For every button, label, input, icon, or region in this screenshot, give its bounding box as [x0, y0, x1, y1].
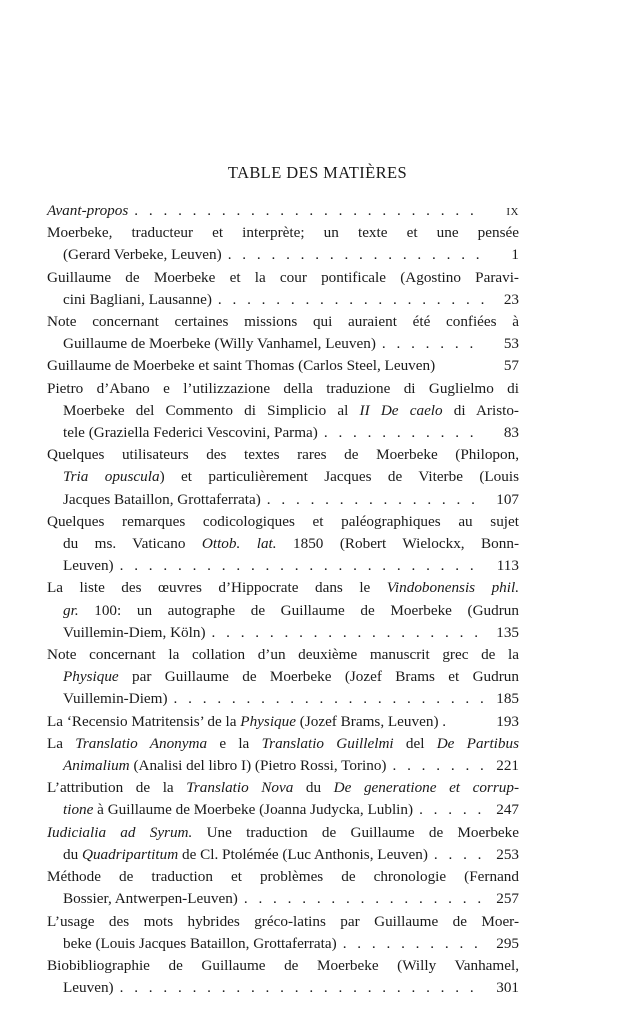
toc-line — [47, 733, 519, 755]
text-segment: Moerbeke del Commento di Simplicio al — [63, 401, 360, 419]
toc-entry — [47, 711, 519, 733]
text-segment: (Jozef Brams, Leuven) . — [295, 712, 447, 730]
page-number: 185 — [496, 690, 519, 708]
toc-line-text — [47, 735, 519, 752]
text-segment: Note concernant la collation d’un deuxième manuscrit grec de la — [47, 646, 519, 664]
text-segment: L’attribution de la — [47, 779, 187, 797]
toc-entry — [47, 866, 519, 910]
toc-line — [47, 378, 519, 400]
dot-leader — [318, 422, 485, 444]
text-segment: L’usage des mots hybrides gréco-latins par Guillaume de Moer- — [47, 912, 519, 930]
toc-line — [47, 422, 519, 444]
toc-line-text — [47, 224, 519, 241]
toc-line — [47, 444, 519, 466]
toc-line-text — [47, 957, 519, 974]
toc-line-text — [47, 446, 519, 463]
toc-line — [47, 577, 519, 599]
text-segment: De generatione et corrup- — [333, 779, 519, 797]
toc-entry — [47, 911, 519, 955]
toc-line-text — [47, 269, 519, 286]
toc-line — [47, 244, 519, 266]
toc-entry — [47, 733, 519, 777]
toc-entry — [47, 577, 519, 644]
text-segment: du — [63, 845, 82, 863]
toc-line — [47, 333, 519, 355]
toc-entry — [47, 777, 519, 821]
text-segment: du ms. Vaticano — [63, 535, 202, 553]
text-segment: cini Bagliani, Lausanne) — [63, 290, 212, 308]
dot-leader — [206, 622, 485, 644]
text-segment: Note concernant certaines missions qui auraient été confiées à — [47, 313, 519, 331]
text-segment: e la — [207, 734, 262, 752]
toc-line — [47, 911, 519, 933]
dot-leader — [413, 799, 485, 821]
dot-leader — [168, 688, 485, 710]
text-segment: Moerbeke, traducteur et interprète; un texte et une pensée — [47, 224, 519, 242]
toc-line-text — [47, 824, 519, 841]
text-segment: La ‘Recensio Matritensis’ de la — [47, 712, 241, 730]
text-segment: Tria opuscula — [63, 468, 160, 486]
text-segment: Leuven) — [63, 979, 114, 997]
toc-line — [47, 311, 519, 333]
page-number: 221 — [496, 757, 519, 775]
toc-line — [47, 977, 519, 999]
toc-line — [47, 489, 519, 511]
toc-line-text — [47, 913, 519, 930]
toc-line-text — [63, 668, 519, 685]
toc-line — [47, 688, 519, 710]
dot-leader — [376, 333, 485, 355]
toc-line — [47, 600, 519, 622]
toc-entry — [47, 311, 519, 355]
toc-line — [47, 933, 519, 955]
toc-line — [47, 200, 519, 222]
text-segment: Une traduction de Guillaume de Moerbeke — [192, 823, 519, 841]
toc-line-text — [63, 289, 212, 311]
toc-entry — [47, 822, 519, 866]
text-segment: Bossier, Antwerpen-Leuven) — [63, 890, 238, 908]
toc-line — [47, 555, 519, 577]
toc-line-text — [63, 977, 114, 999]
text-segment: Translatio Anonyma — [75, 734, 208, 752]
toc-line-text — [63, 622, 206, 644]
text-segment: Quelques utilisateurs des textes rares de Moerbeke (Philopon, — [47, 446, 519, 464]
dot-leader — [128, 200, 485, 222]
toc-line-text — [63, 422, 318, 444]
toc-line-text — [63, 933, 337, 955]
text-segment: Avant-propos — [47, 202, 129, 219]
dot-leader — [386, 755, 485, 777]
text-segment: Guillaume de Moerbeke et saint Thomas (Carlos Steel, Leuven) — [47, 357, 436, 375]
toc-line-text — [63, 555, 114, 577]
text-segment: 100: un autographe de Guillaume de Moerbeke (Gudrun — [78, 601, 519, 619]
toc-line — [47, 511, 519, 533]
toc-entry — [47, 267, 519, 311]
text-segment: Jacques Bataillon, Grottaferrata) — [63, 490, 261, 508]
toc-line — [47, 533, 519, 555]
page-number: 113 — [496, 557, 519, 575]
text-segment: Physique — [240, 712, 296, 730]
text-segment: Biobibliographie de Guillaume de Moerbeke (Willy Vanhamel, — [47, 956, 519, 974]
page-number: 83 — [503, 424, 519, 442]
toc-line — [47, 289, 519, 311]
toc-entry — [47, 444, 519, 511]
toc-line — [47, 888, 519, 910]
toc-line-text — [63, 755, 386, 777]
toc-line-text — [63, 799, 413, 821]
page-number: 53 — [503, 335, 519, 353]
toc-line — [47, 777, 519, 799]
toc-entry — [47, 378, 519, 445]
page-number: 247 — [496, 801, 519, 819]
toc-line-text — [47, 355, 435, 377]
text-segment: (Analisi del libro I) (Pietro Rossi, Torino) — [129, 757, 387, 775]
toc-line-text — [47, 868, 519, 885]
toc-line — [47, 622, 519, 644]
text-segment: La — [47, 734, 76, 752]
toc-line-text — [47, 579, 519, 596]
dot-leader — [212, 289, 485, 311]
toc-line-text — [63, 535, 519, 552]
toc-line-text — [63, 602, 519, 619]
page-number: 257 — [496, 890, 519, 908]
page-number: 57 — [503, 357, 519, 375]
toc-line — [47, 355, 519, 377]
toc-line — [47, 666, 519, 688]
toc-entry — [47, 511, 519, 578]
toc-line-text — [47, 200, 128, 222]
page-number: 301 — [496, 979, 519, 997]
dot-leader — [238, 888, 485, 910]
toc-line — [47, 400, 519, 422]
toc-line — [47, 466, 519, 488]
text-segment: Quadripartitum — [81, 845, 179, 863]
page-title: TABLE DES MATIÈRES — [227, 163, 408, 182]
toc-line-text — [63, 244, 222, 266]
text-segment: Guillaume de Moerbeke et la cour pontificale (Agostino Paravi- — [47, 268, 519, 286]
toc-line — [47, 799, 519, 821]
page-number: 107 — [496, 490, 519, 508]
toc-line-text — [47, 513, 519, 530]
text-segment: Quelques remarques codicologiques et paléographiques au sujet — [47, 512, 519, 530]
toc-line-text — [47, 313, 519, 330]
toc-entry — [47, 222, 519, 266]
toc-line — [47, 755, 519, 777]
text-segment: Animalium — [63, 757, 130, 775]
toc-line-text — [63, 402, 519, 419]
toc-line — [47, 711, 519, 733]
toc-entry — [47, 644, 519, 711]
text-segment: del — [393, 734, 437, 752]
page-number: 1 — [511, 246, 519, 264]
text-segment: Translatio Nova — [186, 779, 294, 797]
toc-line — [47, 822, 519, 844]
text-segment: de Cl. Ptolémée (Luc Anthonis, Leuven) — [178, 845, 428, 863]
toc-line-text — [63, 333, 376, 355]
toc-line — [47, 222, 519, 244]
page-number: 295 — [496, 934, 519, 952]
text-segment: beke (Louis Jacques Bataillon, Grottaferrata) — [63, 934, 337, 952]
text-segment: 1850 (Robert Wielockx, Bonn- — [276, 535, 519, 553]
text-segment: du — [293, 779, 334, 797]
text-segment: Translatio Guillelmi — [261, 734, 394, 752]
toc-line-text — [47, 779, 519, 796]
toc-line — [47, 844, 519, 866]
dot-leader — [114, 977, 485, 999]
text-segment: De Partibus — [436, 734, 519, 752]
text-segment: Méthode de traduction et problèmes de chronologie (Fernand — [47, 868, 519, 886]
dot-leader — [337, 933, 485, 955]
toc-line-text — [63, 489, 261, 511]
toc-line — [47, 267, 519, 289]
text-segment: di Aristo- — [442, 401, 519, 419]
text-segment: ) et particulièrement Jacques de Viterbe (Louis — [159, 468, 519, 486]
dot-leader — [114, 555, 485, 577]
page-number: ix — [506, 202, 519, 219]
text-segment: tele (Graziella Federici Vescovini, Parma) — [63, 424, 318, 442]
text-segment: Iudicialia ad Syrum. — [47, 823, 193, 841]
toc-entry — [47, 200, 519, 222]
toc-line — [47, 866, 519, 888]
toc-line-text — [47, 646, 519, 663]
toc-line — [47, 644, 519, 666]
text-segment: Leuven) — [63, 557, 114, 575]
toc-line-text — [63, 844, 428, 866]
toc-line-text — [63, 888, 238, 910]
toc-line-text — [47, 711, 446, 733]
toc-line — [47, 955, 519, 977]
text-segment: Pietro d’Abano e l’utilizzazione della traduzione di Guglielmo di — [47, 379, 519, 397]
toc-entry — [47, 955, 519, 999]
text-segment: (Gerard Verbeke, Leuven) — [63, 246, 222, 264]
text-segment: Physique — [63, 668, 119, 686]
text-segment: Ottob. lat. — [201, 535, 277, 553]
text-segment: Guillaume de Moerbeke (Willy Vanhamel, Leuven) — [63, 335, 376, 353]
dot-leader — [222, 244, 485, 266]
text-segment: Vuillemin-Diem, Köln) — [63, 623, 206, 641]
page-number: 253 — [496, 845, 519, 863]
text-segment: Vuillemin-Diem) — [63, 690, 168, 708]
toc-line-text — [63, 468, 519, 485]
text-segment: II De caelo — [359, 401, 443, 419]
toc-line-text — [63, 688, 168, 710]
text-segment: à Guillaume de Moerbeke (Joanna Judycka, Lublin) — [93, 801, 414, 819]
text-segment: Vindobonensis phil. — [386, 579, 519, 597]
text-segment: par Guillaume de Moerbeke (Jozef Brams et Gudrun — [118, 668, 519, 686]
dot-leader — [428, 844, 485, 866]
toc-entry — [47, 355, 519, 377]
text-segment: La liste des œuvres d’Hippocrate dans le — [47, 579, 387, 597]
text-segment: gr. — [63, 601, 79, 619]
text-segment: tione — [63, 801, 94, 819]
table-of-contents — [47, 200, 519, 999]
page-number: 135 — [496, 623, 519, 641]
dot-leader — [261, 489, 485, 511]
page-number: 193 — [496, 712, 519, 730]
toc-line-text — [47, 380, 519, 397]
page-number: 23 — [503, 290, 519, 308]
